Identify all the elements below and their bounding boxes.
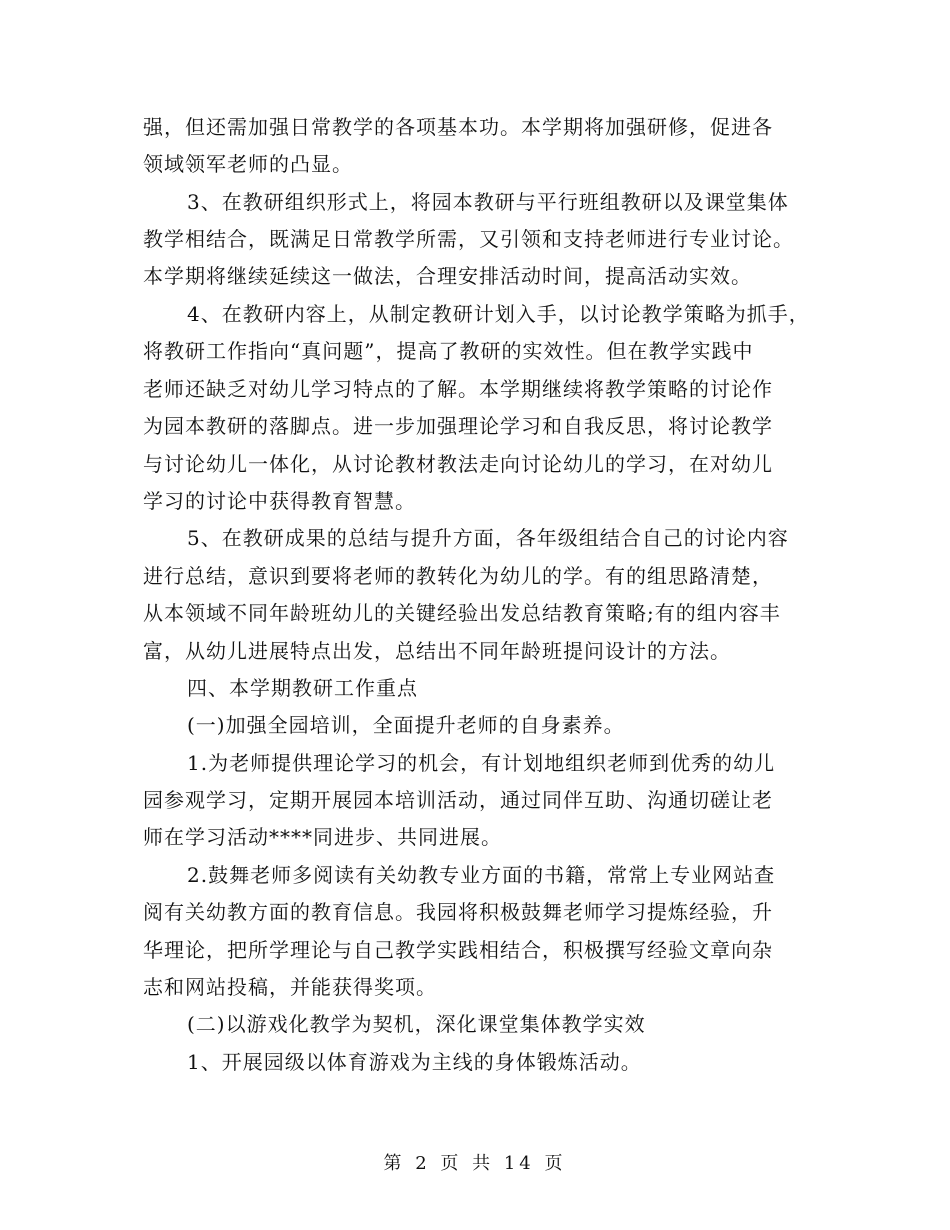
text-line: 学习的讨论中获得教育智慧。 xyxy=(143,489,416,513)
text-line: 与讨论幼儿一体化，从讨论教材教法走向讨论幼儿的学习，在对幼儿 xyxy=(143,452,773,476)
text-line: 5、在教研成果的总结与提升方面，各年级组结合自己的讨论内容 xyxy=(187,526,789,550)
text-line: 园参观学习，定期开展园本培训活动，通过同伴互助、沟通切磋让老 xyxy=(143,788,773,812)
text-line: 阅有关幼教方面的教育信息。我园将积极鼓舞老师学习提炼经验，升 xyxy=(143,900,773,924)
text-line: 老师还缺乏对幼儿学习特点的了解。本学期继续将教学策略的讨论作 xyxy=(143,377,773,401)
text-line: 1.为老师提供理论学习的机会，有计划地组织老师到优秀的幼儿 xyxy=(187,751,776,775)
text-line: 本学期将继续延续这一做法，合理安排活动时间，提高活动实效。 xyxy=(143,264,752,288)
text-line: 从本领域不同年龄班幼儿的关键经验出发总结教育策略;有的组内容丰 xyxy=(143,601,781,625)
text-line: 1、开展园级以体育游戏为主线的身体锻炼活动。 xyxy=(187,1050,642,1074)
text-line: 4、在教研内容上，从制定教研计划入手，以讨论教学策略为抓手， xyxy=(187,302,810,326)
text-line: 富，从幼儿进展特点出发，总结出不同年龄班提问设计的方法。 xyxy=(143,639,731,663)
subsection-heading: (二)以游戏化教学为契机，深化课堂集体教学实效 xyxy=(187,1012,646,1036)
text-line: 师在学习活动****同进步、共同进展。 xyxy=(143,825,502,849)
text-line: 志和网站投稿，并能获得奖项。 xyxy=(143,975,437,999)
text-line: 将教研工作指向“真问题”，提高了教研的实效性。但在教学实践中 xyxy=(143,339,754,363)
text-line: 领域领军老师的凸显。 xyxy=(143,152,353,176)
subsection-heading: (一)加强全园培训，全面提升老师的自身素养。 xyxy=(187,713,625,737)
text-line: 为园本教研的落脚点。进一步加强理论学习和自我反思，将讨论教学 xyxy=(143,414,773,438)
text-line: 2.鼓舞老师多阅读有关幼教专业方面的书籍，常常上专业网站查 xyxy=(187,863,776,887)
text-line: 强，但还需加强日常教学的各项基本功。本学期将加强研修，促进各 xyxy=(143,115,773,139)
text-line: 进行总结，意识到要将老师的教转化为幼儿的学。有的组思路清楚， xyxy=(143,564,773,588)
text-line: 华理论，把所学理论与自己教学实践相结合，积极撰写经验文章向杂 xyxy=(143,938,773,962)
text-line: 3、在教研组织形式上，将园本教研与平行班组教研以及课堂集体 xyxy=(187,190,789,214)
page-number-footer: 第 2 页 共 14 页 xyxy=(383,1153,567,1174)
text-line: 教学相结合，既满足日常教学所需，又引领和支持老师进行专业讨论。 xyxy=(143,227,794,251)
section-heading: 四、本学期教研工作重点 xyxy=(187,676,418,700)
